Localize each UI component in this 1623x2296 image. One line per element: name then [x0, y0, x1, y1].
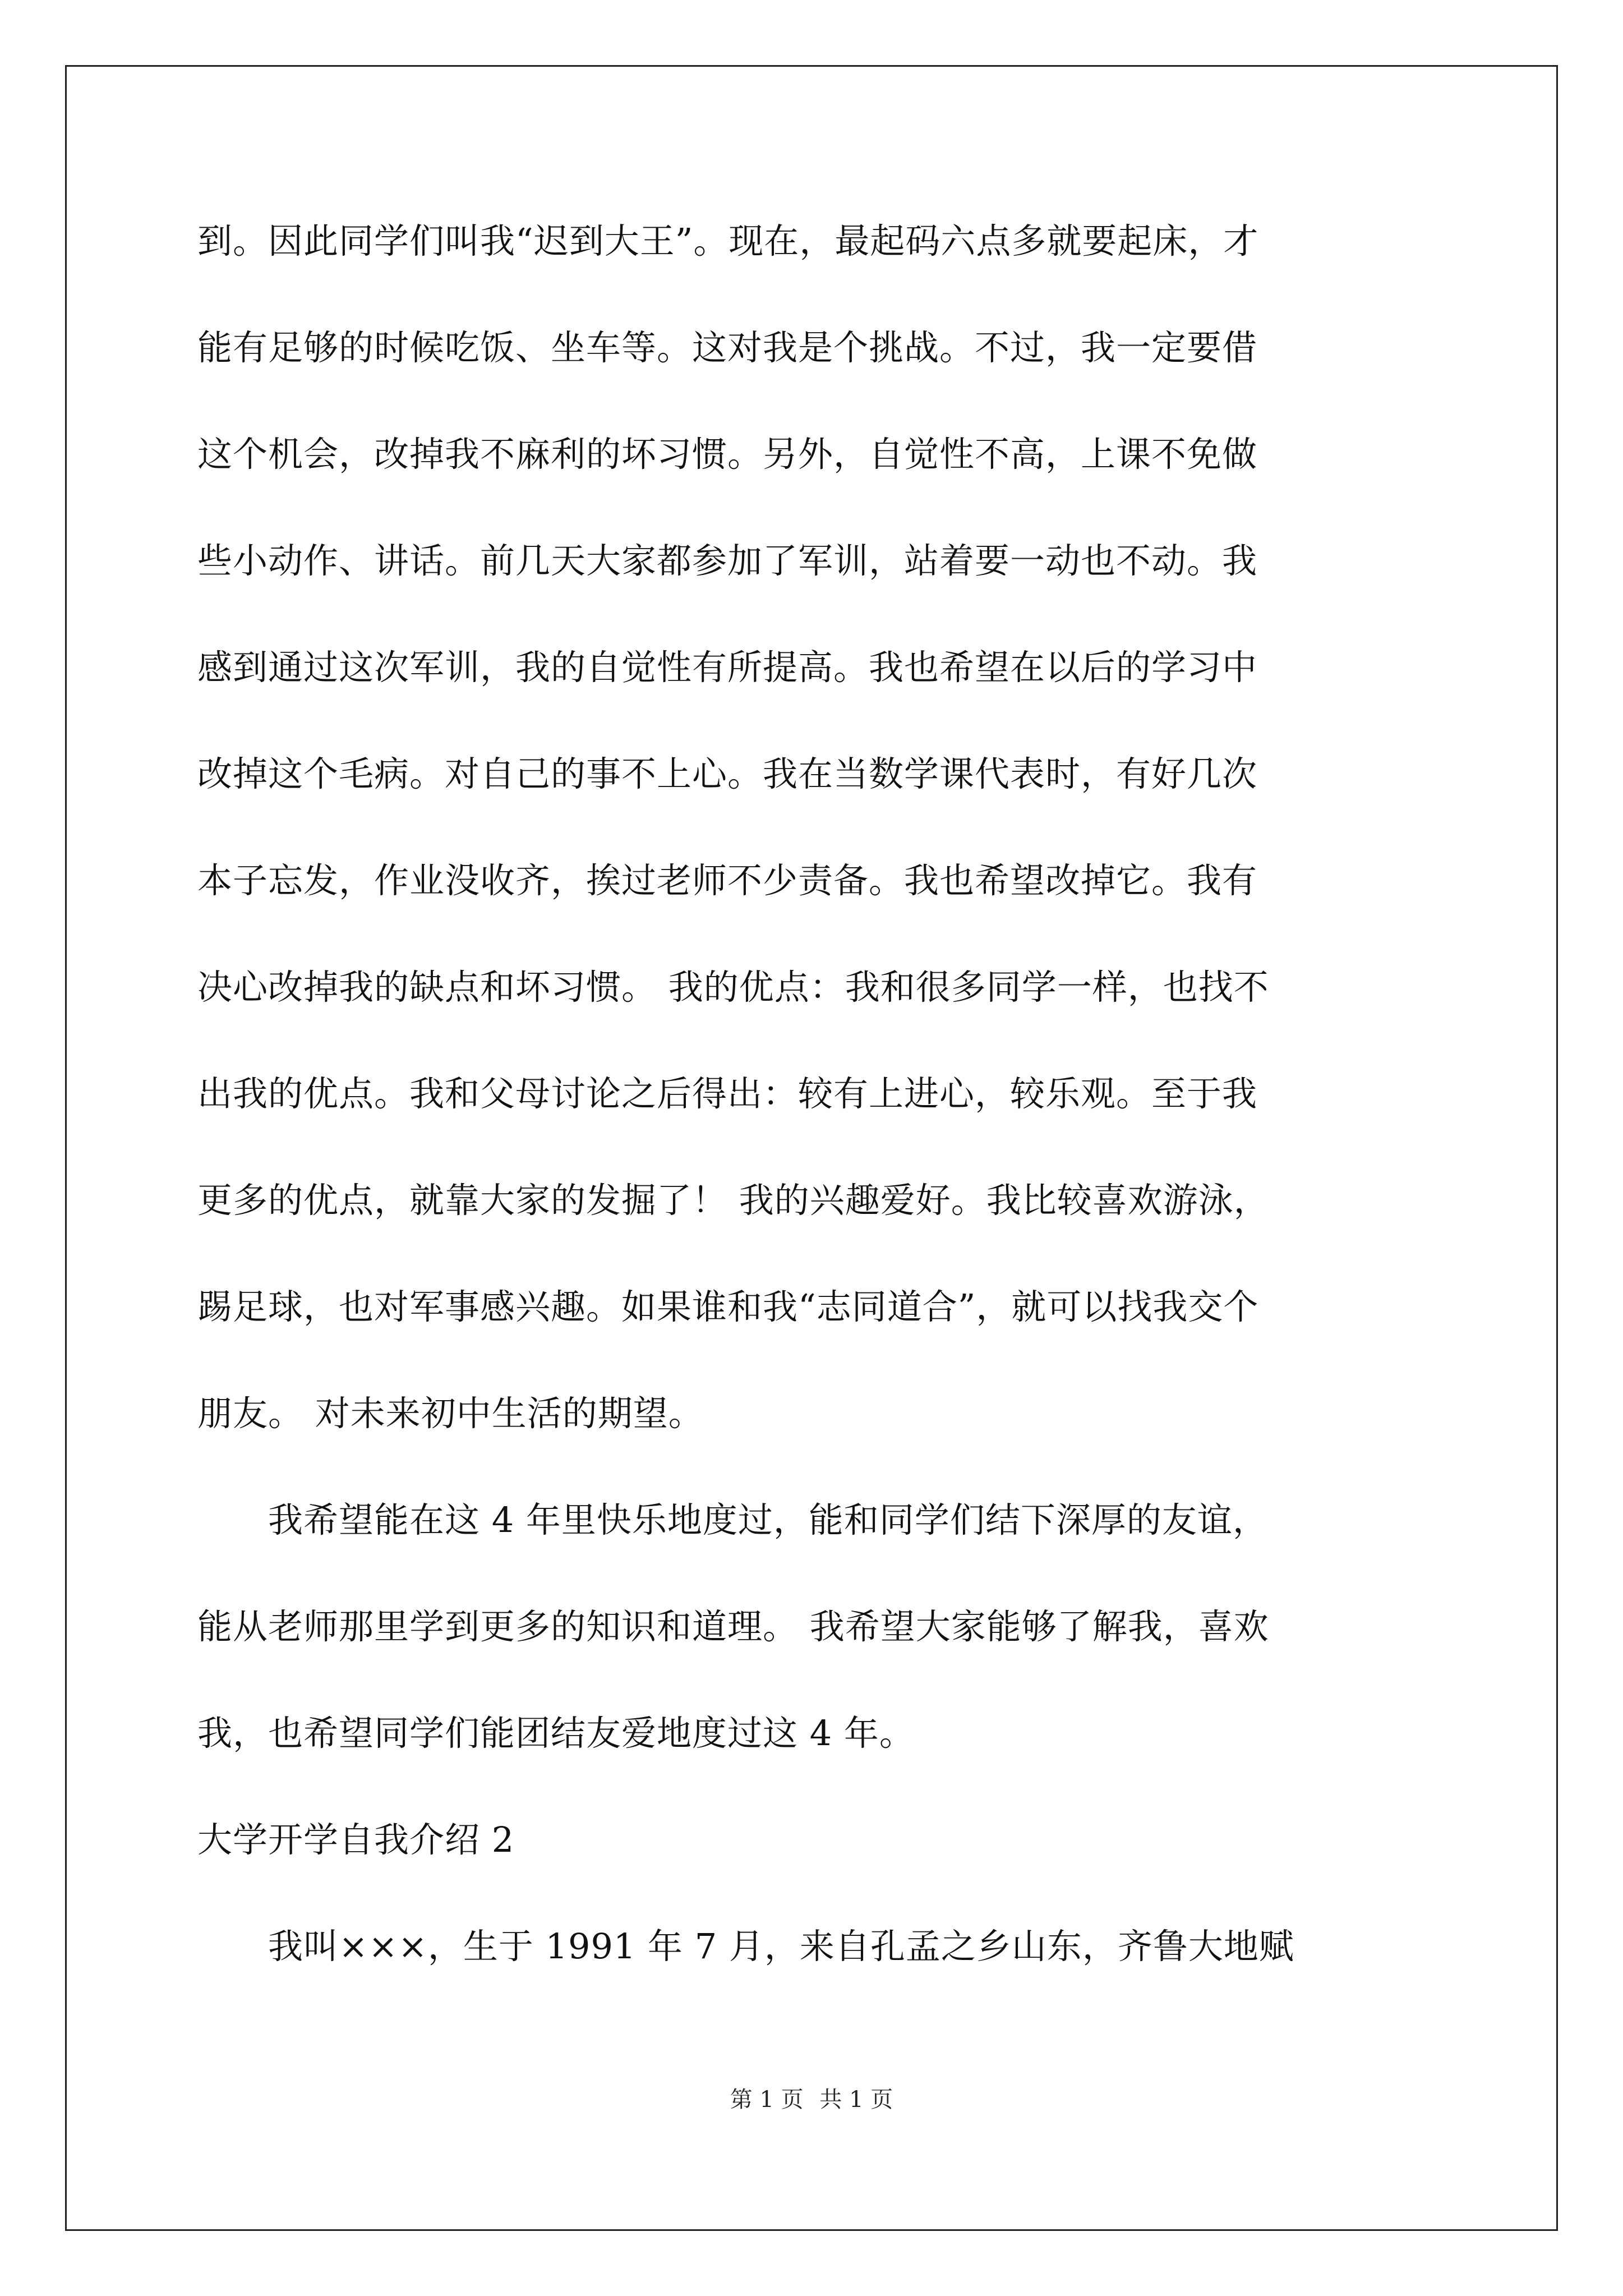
text-line: 感到通过这次军训，我的自觉性有所提高。我也希望在以后的学习中	[197, 647, 1258, 688]
text-line: 更多的优点，就靠大家的发掘了！ 我的兴趣爱好。我比较喜欢游泳，	[197, 1180, 1269, 1221]
page-footer	[0, 2086, 1623, 2114]
text-line: 能有足够的时候吃饭、坐车等。这对我是个挑战。不过，我一定要借	[197, 327, 1258, 368]
text-line: 改掉这个毛病。对自己的事不上心。我在当数学课代表时，有好几次	[197, 753, 1258, 794]
text-line: 踢足球，也对军事感兴趣。如果谁和我“志同道合”，就可以找我交个	[197, 1286, 1259, 1327]
text-line: 朋友。 对未来初中生活的期望。	[197, 1393, 704, 1434]
text-line: 出我的优点。我和父母讨论之后得出：较有上进心，较乐观。至于我	[197, 1073, 1258, 1114]
total-pages: 共 1 页	[819, 2087, 893, 2113]
text-line: 决心改掉我的缺点和坏习惯。 我的优点：我和很多同学一样，也找不	[197, 967, 1269, 1007]
text-line: 我，也希望同学们能团结友爱地度过这 4 年。	[197, 1713, 915, 1754]
text-line: 能从老师那里学到更多的知识和道理。 我希望大家能够了解我，喜欢	[197, 1606, 1269, 1647]
page-number: 第 1 页	[730, 2087, 804, 2113]
paragraph-line: 我希望能在这 4 年里快乐地度过，能和同学们结下深厚的友谊，	[197, 1499, 1268, 1540]
text-line: 本子忘发，作业没收齐，挨过老师不少责备。我也希望改掉它。我有	[197, 860, 1258, 901]
text-line: 到。因此同学们叫我“迟到大王”。现在，最起码六点多就要起床，才	[197, 220, 1259, 261]
document-body	[197, 208, 1420, 2019]
section-heading: 大学开学自我介绍 2	[197, 1819, 515, 1860]
paragraph-line: 我叫×××，生于 1991 年 7 月，来自孔孟之乡山东，齐鲁大地赋	[197, 1926, 1294, 1967]
text-line: 些小动作、讲话。前几天大家都参加了军训，站着要一动也不动。我	[197, 540, 1258, 581]
text-line: 这个机会，改掉我不麻利的坏习惯。另外，自觉性不高，上课不免做	[197, 434, 1258, 475]
